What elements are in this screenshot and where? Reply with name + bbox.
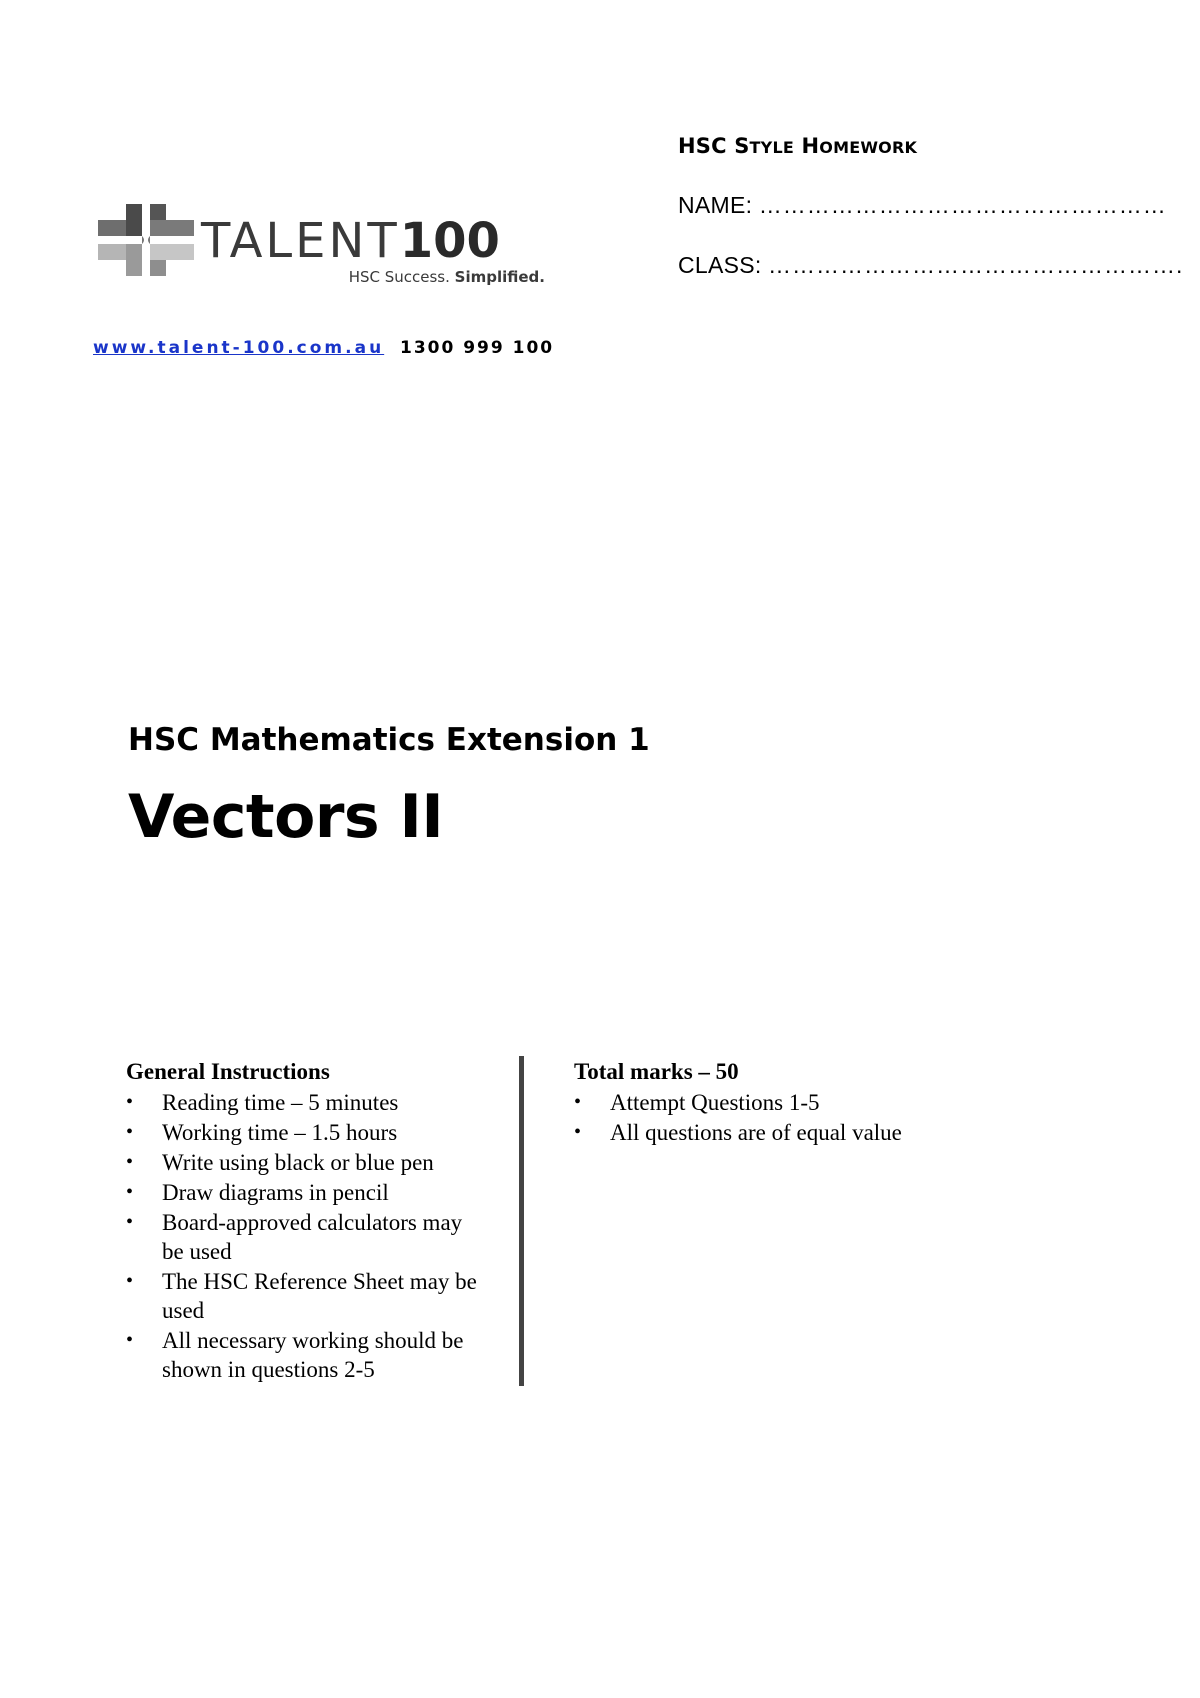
hsc-style-part1: HSC S bbox=[678, 134, 750, 158]
list-item bbox=[574, 1088, 1034, 1117]
list-item bbox=[126, 1088, 486, 1117]
hsc-style-part2: TYLE bbox=[749, 138, 794, 157]
general-instructions-list bbox=[126, 1088, 486, 1384]
hsc-style-part4: OMEWORK bbox=[819, 138, 918, 157]
bullet-icon: • bbox=[126, 1091, 134, 1113]
hsc-style-part3: H bbox=[793, 134, 820, 158]
talent100-logo bbox=[98, 200, 548, 295]
bullet-icon: • bbox=[126, 1211, 134, 1233]
list-item-text: Reading time – 5 minutes bbox=[162, 1090, 399, 1115]
list-item bbox=[126, 1267, 486, 1325]
svg-text:TALENT100 bbox=[200, 213, 500, 269]
tagline-light: HSC Success. bbox=[348, 268, 450, 286]
list-item-text: Attempt Questions 1-5 bbox=[610, 1090, 820, 1115]
bullet-icon: • bbox=[126, 1151, 134, 1173]
class-label: CLASS: bbox=[678, 252, 762, 278]
list-item-text: All necessary working should be shown in questions 2-5 bbox=[162, 1328, 464, 1382]
list-item-text: Working time – 1.5 hours bbox=[162, 1120, 398, 1145]
bullet-icon: • bbox=[126, 1121, 134, 1143]
name-field[interactable] bbox=[678, 192, 1167, 219]
tagline-bold: Simplified. bbox=[454, 268, 545, 286]
list-item bbox=[126, 1148, 486, 1177]
list-item-text: Board-approved calculators may be used bbox=[162, 1210, 463, 1264]
list-item-text: Draw diagrams in pencil bbox=[162, 1180, 389, 1205]
class-field[interactable] bbox=[678, 252, 1183, 279]
list-item-text: The HSC Reference Sheet may be used bbox=[162, 1269, 477, 1323]
bullet-icon: • bbox=[126, 1329, 134, 1351]
total-marks bbox=[574, 1057, 1034, 1148]
bullet-icon: • bbox=[126, 1270, 134, 1292]
general-instructions-heading: General Instructions bbox=[126, 1059, 330, 1084]
topic-title: Vectors II bbox=[128, 782, 444, 852]
column-divider bbox=[519, 1056, 524, 1386]
list-item-text: Write using black or blue pen bbox=[162, 1150, 434, 1175]
list-item bbox=[126, 1118, 486, 1147]
website-link[interactable]: www.talent-100.com.au bbox=[93, 338, 385, 358]
brand-word-bold: 100 bbox=[399, 213, 500, 269]
list-item bbox=[126, 1178, 486, 1207]
svg-text:HSC Success. Simplified. bbox=[349, 268, 545, 286]
list-item bbox=[574, 1118, 1034, 1147]
bullet-icon: • bbox=[574, 1121, 582, 1143]
list-item bbox=[126, 1208, 486, 1266]
bullet-icon: • bbox=[126, 1181, 134, 1203]
list-item-text: All questions are of equal value bbox=[610, 1120, 902, 1145]
name-label: NAME: bbox=[678, 192, 753, 218]
total-marks-heading: Total marks – 50 bbox=[574, 1059, 739, 1084]
subject-title: HSC Mathematics Extension 1 bbox=[128, 722, 650, 758]
name-dots: …………………………………………… bbox=[758, 192, 1167, 218]
general-instructions bbox=[126, 1057, 486, 1385]
total-marks-list bbox=[574, 1088, 1034, 1147]
phone-number: 1300 999 100 bbox=[400, 338, 555, 358]
brand-word-light: TALENT bbox=[201, 213, 400, 269]
list-item bbox=[126, 1326, 486, 1384]
hsc-style-homework-heading bbox=[678, 134, 917, 158]
class-dots: ……………………………………………. bbox=[768, 252, 1184, 278]
cross-logo-icon bbox=[98, 204, 194, 276]
bullet-icon: • bbox=[574, 1091, 582, 1113]
